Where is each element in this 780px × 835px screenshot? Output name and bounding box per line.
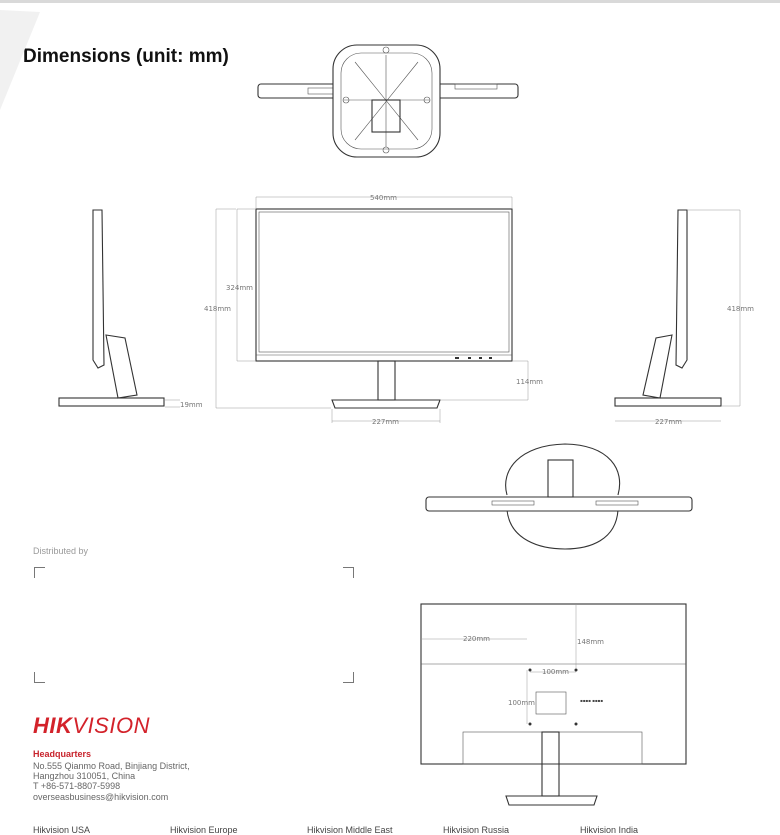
office-india: Hikvision India <box>580 825 639 835</box>
front-view-drawing <box>216 197 528 423</box>
side-base-height-label: 19mm <box>180 401 203 409</box>
side-base-depth-label: 227mm <box>655 418 682 426</box>
rear-top-offset-label: 148mm <box>577 638 604 646</box>
hikvision-logo <box>33 713 150 739</box>
distributor-box-corner <box>34 567 45 578</box>
headquarters-address-line: Hangzhou 310051, China <box>33 771 136 781</box>
office-russia: Hikvision Russia <box>443 825 510 835</box>
office-europe: Hikvision Europe <box>170 825 238 835</box>
logo-rest-part: VISION <box>72 713 150 738</box>
distributor-box-corner <box>343 672 354 683</box>
vesa-horizontal-label: 100mm <box>542 668 569 676</box>
left-side-view-drawing <box>59 210 180 407</box>
distributed-by-label: Distributed by <box>33 546 89 556</box>
office-middle-east: Hikvision Middle East <box>307 825 393 835</box>
watermark-shape <box>0 10 40 110</box>
svg-text:▪▪▪▪ ▪▪▪▪: ▪▪▪▪ ▪▪▪▪ <box>580 698 603 703</box>
front-total-height-label: 418mm <box>204 305 231 313</box>
front-base-width-label: 227mm <box>372 418 399 426</box>
vesa-vertical-label: 100mm <box>508 699 535 707</box>
headquarters-phone: T +86-571-8807-5998 <box>33 781 121 791</box>
rear-view-drawing <box>421 604 686 805</box>
headquarters-title: Headquarters <box>33 749 92 759</box>
front-screen-height-label: 324mm <box>226 284 253 292</box>
distributor-box-corner <box>343 567 354 578</box>
rear-left-offset-label: 220mm <box>463 635 490 643</box>
bottom-view-drawing <box>426 444 692 549</box>
office-usa: Hikvision USA <box>33 825 91 835</box>
right-side-view-drawing <box>615 210 740 421</box>
headquarters-address-line: No.555 Qianmo Road, Binjiang District, <box>33 761 190 771</box>
headquarters-email: overseasbusiness@hikvision.com <box>33 792 169 802</box>
front-width-label: 540mm <box>370 194 397 202</box>
distributor-box-corner <box>34 672 45 683</box>
stand-clearance-label: 114mm <box>516 378 543 386</box>
top-view-drawing <box>258 45 518 157</box>
page-title: Dimensions (unit: mm) <box>23 46 229 67</box>
side-total-height-label: 418mm <box>727 305 754 313</box>
logo-bold-part: HIK <box>33 713 73 738</box>
